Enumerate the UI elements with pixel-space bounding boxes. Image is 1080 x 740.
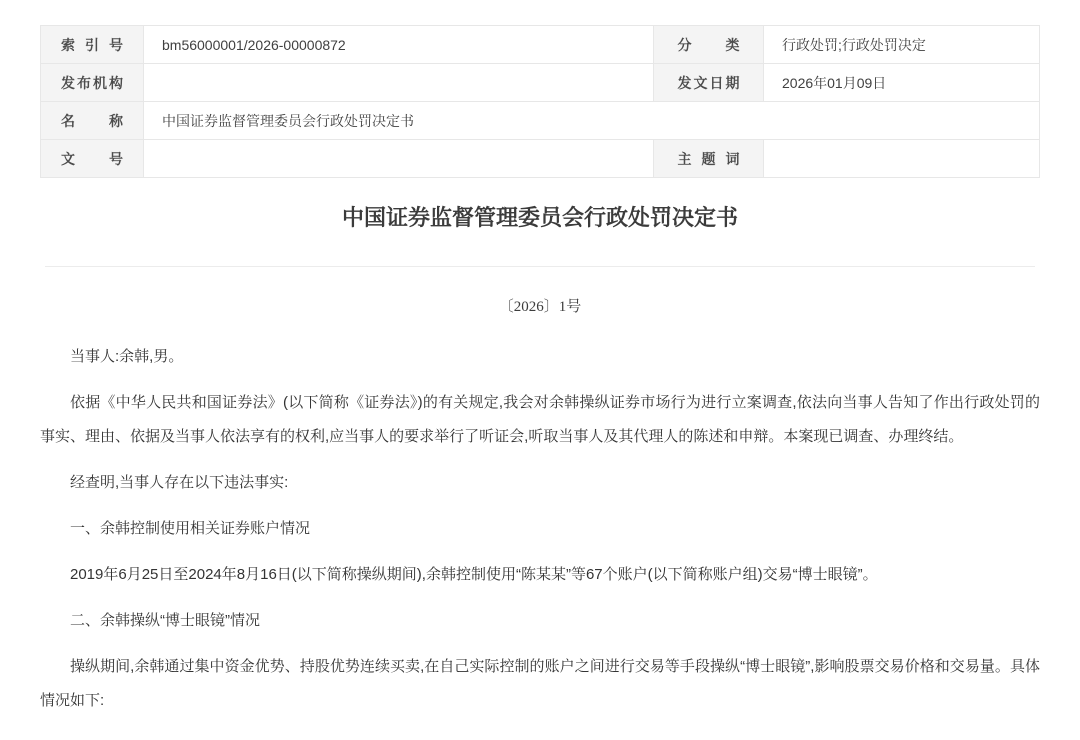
meta-row-docno-subject <box>41 140 1040 178</box>
document-title: 中国证券监督管理委员会行政处罚决定书 <box>341 205 738 230</box>
meta-label-date <box>654 64 764 102</box>
meta-label-category <box>654 26 764 64</box>
document-number: 〔2026〕1号 <box>498 299 582 315</box>
meta-label-docno-text: 文号 <box>61 150 123 167</box>
meta-label-docno <box>41 140 144 178</box>
meta-value-name: 中国证券监督管理委员会行政处罚决定书 <box>144 102 1040 140</box>
meta-label-name-text: 名称 <box>61 112 123 129</box>
meta-value-docno <box>144 140 654 178</box>
meta-label-subject-text: 主题词 <box>677 150 740 167</box>
meta-row-publisher-date <box>41 64 1040 102</box>
meta-row-name <box>41 102 1040 140</box>
divider-line <box>45 266 1035 267</box>
meta-label-index-text: 索引号 <box>61 36 123 53</box>
meta-row-index-category <box>41 26 1040 64</box>
paragraph-basis: 依据《中华人民共和国证券法》(以下简称《证券法》)的有关规定,我会对余韩操纵证券市场行为进行立案调查,依法向当事人告知了作出行政处罚的事实、理由、依据及当事人依法享有的权利,应当事人的要求举行了听证会,听取当事人及其代理人的陈述和申辩。本案现已调查、办理终结。 <box>40 394 1040 445</box>
document-body <box>40 340 1040 718</box>
document-meta-table <box>40 25 1040 178</box>
meta-label-category-text: 分类 <box>677 36 740 53</box>
meta-value-date: 2026年01月09日 <box>764 64 1040 102</box>
paragraph-manipulation: 操纵期间,余韩通过集中资金优势、持股优势连续买卖,在自己实际控制的账户之间进行交易等手段操纵“博士眼镜”,影响股票交易价格和交易量。具体情况如下: <box>40 658 1040 709</box>
paragraph-findings-intro: 经查明,当事人存在以下违法事实: <box>70 474 289 491</box>
meta-value-subject <box>764 140 1040 178</box>
meta-label-publisher-text: 发布机构 <box>61 74 123 91</box>
meta-value-category: 行政处罚;行政处罚决定 <box>764 26 1040 64</box>
meta-label-date-text: 发文日期 <box>677 74 740 91</box>
meta-label-index <box>41 26 144 64</box>
meta-label-name <box>41 102 144 140</box>
section-heading-one: 一、余韩控制使用相关证券账户情况 <box>70 520 311 537</box>
paragraph-accounts: 2019年6月25日至2024年8月16日(以下简称操纵期间),余韩控制使用“陈某某”等67个账户(以下简称账户组)交易“博士眼镜”。 <box>70 566 878 583</box>
meta-value-index: bm56000001/2026-00000872 <box>144 26 654 64</box>
meta-label-subject <box>654 140 764 178</box>
meta-value-publisher <box>144 64 654 102</box>
section-heading-two: 二、余韩操纵“博士眼镜”情况 <box>70 612 260 629</box>
paragraph-party: 当事人:余韩,男。 <box>70 348 184 365</box>
meta-label-publisher <box>41 64 144 102</box>
